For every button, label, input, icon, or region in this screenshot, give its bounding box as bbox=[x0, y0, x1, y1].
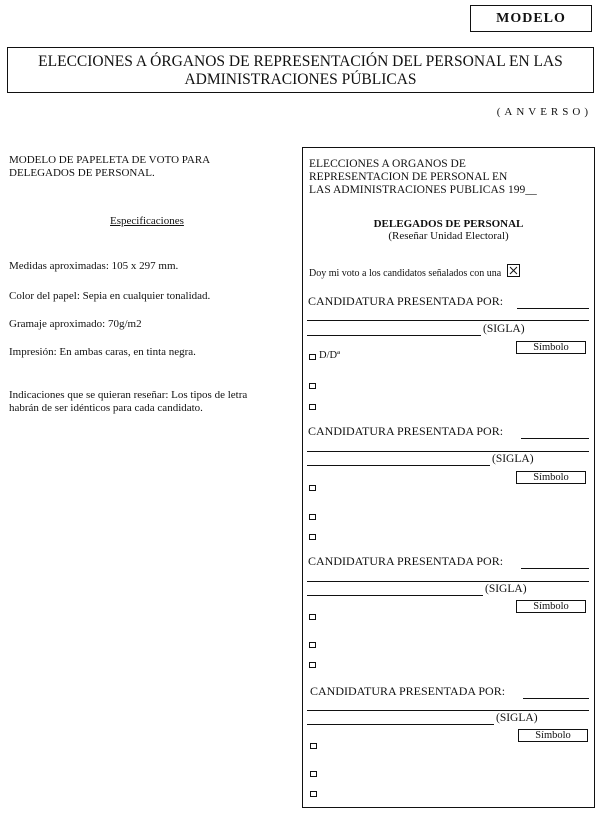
vote-instruction bbox=[309, 264, 520, 279]
simbolo-box: Símbolo bbox=[518, 729, 588, 742]
left-heading bbox=[9, 154, 210, 180]
specifications-title: Especificaciones bbox=[110, 215, 184, 227]
ballot-subnote: (Reseñar Unidad Electoral) bbox=[388, 230, 509, 242]
sigla-label: (SIGLA) bbox=[492, 453, 534, 465]
candidatura-label: CANDIDATURA PRESENTADA POR: bbox=[308, 554, 504, 568]
candidate-checkbox[interactable] bbox=[309, 354, 316, 360]
simbolo-box: Símbolo bbox=[516, 600, 586, 613]
indicaciones-line-1: Indicaciones que se quieran reseñar: Los tipos de letra bbox=[9, 389, 248, 401]
candidate-checkbox[interactable] bbox=[309, 642, 316, 648]
candidate-checkbox[interactable] bbox=[309, 534, 316, 540]
candidate-checkbox[interactable] bbox=[309, 404, 316, 410]
left-heading-line-2: DELEGADOS DE PERSONAL. bbox=[9, 167, 155, 179]
candidate-checkbox[interactable] bbox=[309, 383, 316, 389]
left-heading-line-1: MODELO DE PAPELETA DE VOTO PARA bbox=[9, 154, 211, 166]
candidate-checkbox[interactable] bbox=[309, 485, 316, 491]
sigla-label: (SIGLA) bbox=[483, 323, 525, 335]
ballot-heading bbox=[309, 158, 537, 197]
ballot-subheading bbox=[302, 218, 595, 242]
ballot-subtitle: DELEGADOS DE PERSONAL bbox=[373, 218, 524, 230]
title-line-1: ELECCIONES A ÓRGANOS DE REPRESENTACIÓN DEL PERSONAL EN LAS bbox=[38, 53, 563, 70]
indicaciones-line-2: habrán de ser idénticos para cada candidato. bbox=[9, 402, 203, 414]
candidatura-label: CANDIDATURA PRESENTADA POR: bbox=[308, 294, 504, 308]
document-title bbox=[7, 47, 594, 93]
candidatura-label: CANDIDATURA PRESENTADA POR: bbox=[310, 684, 506, 698]
sigla-label: (SIGLA) bbox=[485, 583, 527, 595]
cross-box-icon bbox=[507, 264, 520, 277]
spec-gramaje: Gramaje aproximado: 70g/m2 bbox=[9, 318, 142, 330]
candidate-checkbox[interactable] bbox=[309, 514, 316, 520]
ballot-heading-line-3: LAS ADMINISTRACIONES PUBLICAS 199__ bbox=[309, 184, 537, 196]
candidate-checkbox[interactable] bbox=[309, 662, 316, 668]
spec-indicaciones bbox=[9, 389, 247, 415]
vote-instruction-text: Doy mi voto a los candidatos señalados con una bbox=[309, 268, 502, 279]
spec-color: Color del papel: Sepia en cualquier tonalidad. bbox=[9, 290, 211, 302]
candidate-checkbox[interactable] bbox=[310, 771, 317, 777]
candidate-checkbox[interactable] bbox=[310, 791, 317, 797]
dd-label: D/Dª bbox=[319, 350, 340, 361]
ballot-heading-line-1: ELECCIONES A ORGANOS DE bbox=[309, 158, 466, 170]
simbolo-box: Símbolo bbox=[516, 341, 586, 354]
candidate-checkbox[interactable] bbox=[309, 614, 316, 620]
modelo-label: MODELO bbox=[470, 5, 592, 32]
spec-medidas: Medidas aproximadas: 105 x 297 mm. bbox=[9, 260, 179, 272]
simbolo-box: Símbolo bbox=[516, 471, 586, 484]
spec-impresion: Impresión: En ambas caras, en tinta negra. bbox=[9, 346, 196, 358]
ballot-heading-line-2: REPRESENTACION DE PERSONAL EN bbox=[309, 171, 508, 183]
title-line-2: ADMINISTRACIONES PÚBLICAS bbox=[184, 71, 417, 88]
candidatura-label: CANDIDATURA PRESENTADA POR: bbox=[308, 424, 504, 438]
sigla-label: (SIGLA) bbox=[496, 712, 538, 724]
anverso-label: (ANVERSO) bbox=[496, 106, 592, 118]
candidate-checkbox[interactable] bbox=[310, 743, 317, 749]
